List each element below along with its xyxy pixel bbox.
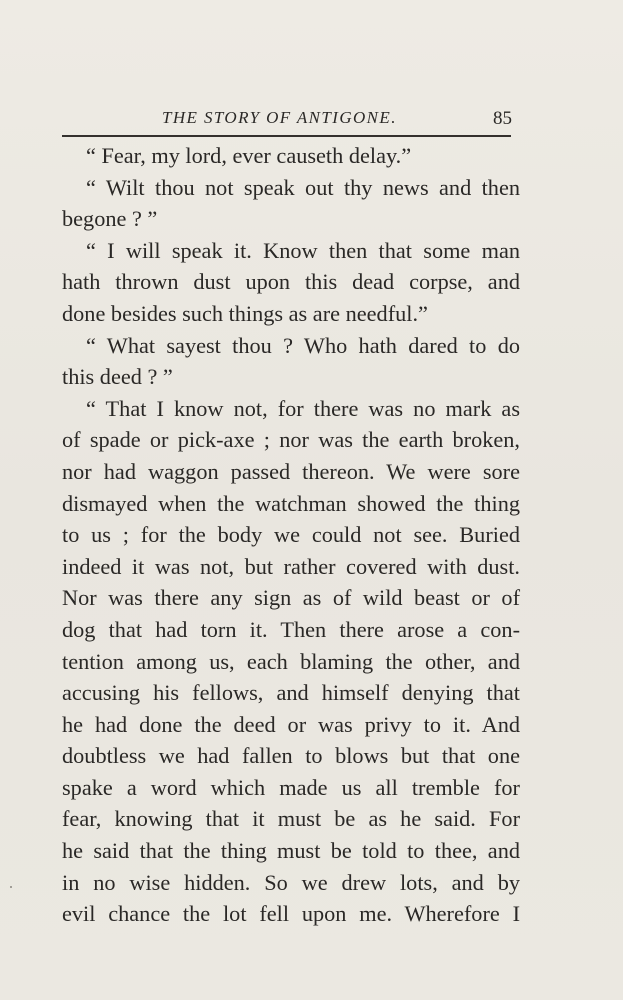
text-line: in no wise hidden. So we drew lots, and by — [62, 869, 520, 895]
text-line: hath thrown dust upon this dead corpse, and — [62, 269, 520, 295]
text-line: accusing his fellows, and himself denying that — [62, 680, 520, 706]
text-line: doubtless we had fallen to blows but that one — [62, 743, 520, 769]
text-line: he had done the deed or was privy to it. And — [62, 711, 520, 737]
header-rule — [62, 135, 511, 137]
text-line: “ Wilt thou not speak out thy news and then — [86, 174, 520, 200]
paper-speck — [10, 886, 12, 888]
text-line: evil chance the lot fell upon me. Wherefore I — [62, 901, 520, 927]
text-line: dismayed when the watchman showed the thing — [62, 490, 520, 516]
text-line: he said that the thing must be told to thee, and — [62, 838, 520, 864]
text-line: indeed it was not, but rather covered with dust. — [62, 553, 520, 579]
text-line: to us ; for the body we could not see. Buried — [62, 522, 520, 548]
text-line: “ Fear, my lord, ever causeth delay.” — [86, 143, 412, 168]
text-line: of spade or pick-axe ; nor was the earth broken, — [62, 427, 520, 453]
text-line: dog that had torn it. Then there arose a con- — [62, 616, 520, 642]
text-line: spake a word which made us all tremble for — [62, 774, 520, 800]
text-line: tention among us, each blaming the other, and — [62, 648, 520, 674]
text-line: “ That I know not, for there was no mark as — [86, 395, 520, 421]
body-text — [62, 140, 520, 930]
text-line: nor had waggon passed thereon. We were sore — [62, 458, 520, 484]
running-head — [62, 100, 512, 140]
text-line: Nor was there any sign as of wild beast or of — [62, 585, 520, 611]
text-line: “ What sayest thou ? Who hath dared to do — [86, 332, 520, 358]
text-line: this deed ? ” — [62, 364, 173, 390]
text-line: “ I will speak it. Know then that some man — [86, 237, 520, 263]
text-line: begone ? ” — [62, 206, 158, 232]
running-title: THE STORY OF ANTIGONE. — [162, 108, 397, 127]
page-number: 85 — [493, 108, 512, 129]
text-line: fear, knowing that it must be as he said. For — [62, 806, 520, 832]
text-line: done besides such things as are needful.” — [62, 300, 428, 326]
